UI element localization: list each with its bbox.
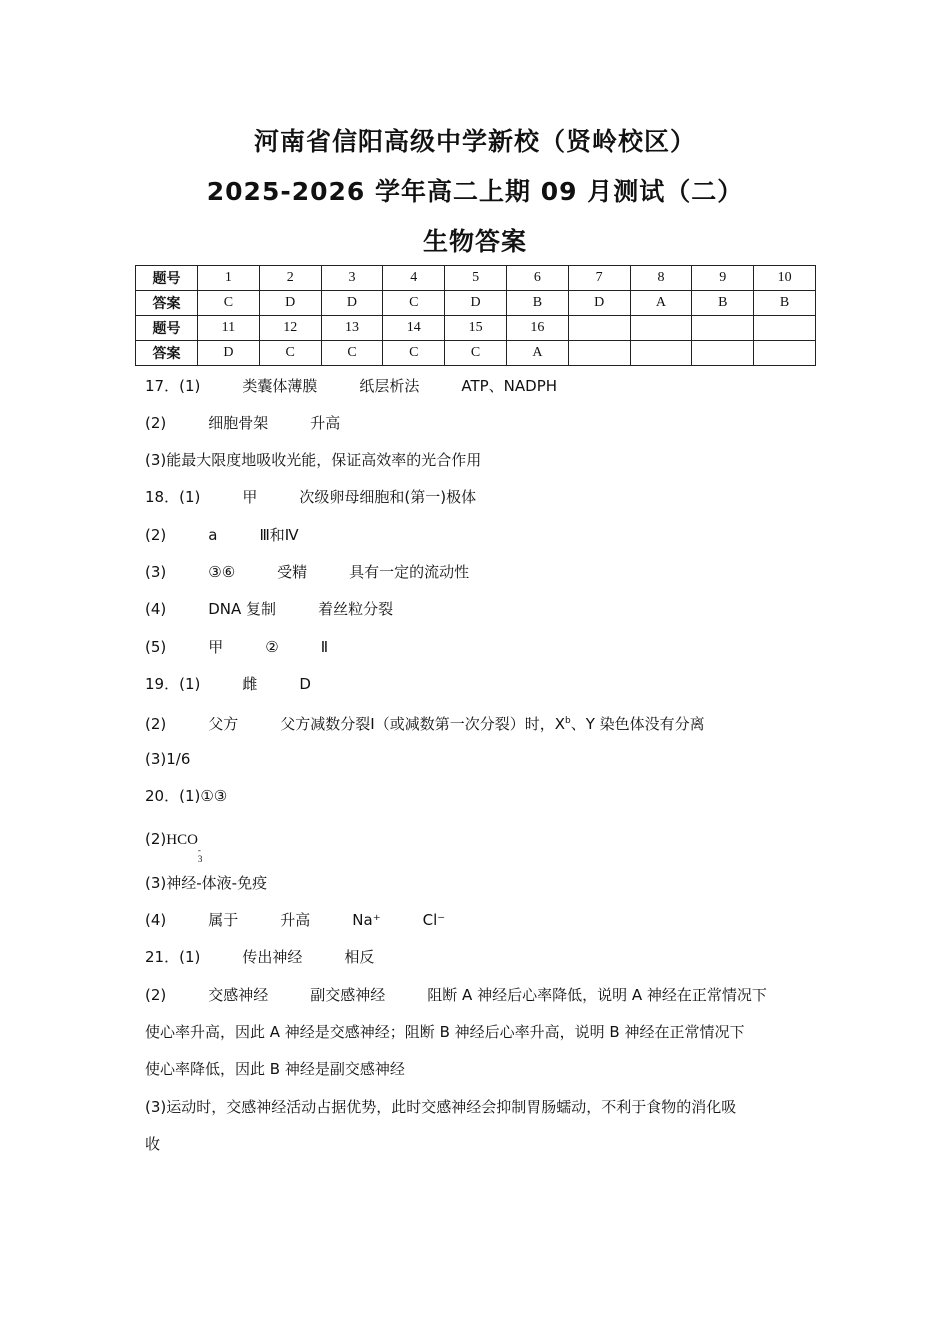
- answer-text: 具有一定的流动性: [349, 563, 470, 581]
- question-number-header: 题号: [136, 266, 198, 291]
- part-label: (4): [145, 600, 167, 618]
- part-label: (5): [145, 638, 167, 656]
- answer-text: 相反: [344, 948, 375, 966]
- q18-part5: [145, 629, 815, 666]
- answer-text: DNA 复制: [208, 600, 277, 618]
- part-label: (2): [145, 414, 167, 432]
- exam-title: 2025-2026 学年高二上期 09 月测试（二）: [206, 177, 744, 206]
- table-row: [136, 316, 816, 341]
- answer-text: 父方: [208, 715, 239, 733]
- answer-text: 甲: [208, 638, 224, 656]
- q18-part2: [145, 517, 815, 554]
- answer-text: 副交感神经: [310, 986, 386, 1004]
- q18-number: 18．(1): [145, 488, 201, 506]
- question-number-cell: 12: [259, 316, 321, 341]
- question-number-cell: [630, 316, 692, 341]
- superscript: -: [197, 845, 201, 855]
- answer-cell: C: [198, 291, 260, 316]
- q17-number: 17．(1): [145, 377, 201, 395]
- answer-cell: D: [259, 291, 321, 316]
- question-number-cell: 3: [321, 266, 383, 291]
- answer-cell: [568, 341, 630, 366]
- question-number-cell: 8: [630, 266, 692, 291]
- answer-cell: C: [259, 341, 321, 366]
- chemical-formula: HCO: [166, 832, 198, 848]
- answer-cell: D: [198, 341, 260, 366]
- answer-text: 次级卵母细胞和(第一)极体: [299, 488, 477, 506]
- q17-part1: [145, 368, 815, 405]
- answer-text: 雌: [242, 675, 258, 693]
- q20-part2: [145, 821, 815, 864]
- answer-text: Ⅲ和Ⅳ: [259, 526, 299, 544]
- answer-text: ATP、NADPH: [461, 377, 558, 395]
- question-number-header: 题号: [136, 316, 198, 341]
- question-number-cell: 16: [506, 316, 568, 341]
- answer-text: 父方减数分裂Ⅰ（或减数第一次分裂）时，X: [280, 715, 565, 733]
- answer-text: 细胞骨架: [208, 414, 269, 432]
- answer-text: 升高: [310, 414, 341, 432]
- answer-text: a: [208, 526, 218, 544]
- answer-cell: D: [321, 291, 383, 316]
- question-number-cell: 2: [259, 266, 321, 291]
- answer-cell: [692, 341, 754, 366]
- q19-part3: (3)1/6: [145, 750, 191, 768]
- part-label: (2): [145, 526, 167, 544]
- question-number-cell: 15: [445, 316, 507, 341]
- question-number-cell: [692, 316, 754, 341]
- answer-text: 、Y 染色体没有分离: [570, 715, 705, 733]
- q21-part3: (3)运动时，交感神经活动占据优势，此时交感神经会抑制胃肠蠕动，不利于食物的消化吸: [145, 1098, 737, 1116]
- q18-part3: [145, 554, 815, 591]
- q19-number: 19．(1): [145, 675, 201, 693]
- answer-text: ③⑥: [208, 563, 236, 581]
- part-label: (4): [145, 911, 167, 929]
- q20-part4: [145, 902, 815, 939]
- answer-text: 着丝粒分裂: [318, 600, 394, 618]
- answer-cell: C: [383, 291, 445, 316]
- q20-part3: (3)神经-体液-免疫: [145, 874, 268, 892]
- table-row: [136, 266, 816, 291]
- part-label: (2): [145, 986, 167, 1004]
- question-number-cell: [568, 316, 630, 341]
- answer-text: 甲: [242, 488, 258, 506]
- q21-part2-cont: 使心率降低，因此 B 神经是副交感神经: [145, 1060, 405, 1078]
- q18-part4: [145, 591, 815, 628]
- answer-cell: A: [630, 291, 692, 316]
- answer-text: Na⁺: [352, 911, 381, 929]
- superscript: b: [564, 716, 571, 726]
- q21-part1: [145, 939, 815, 976]
- q17-part3: (3)能最大限度地吸收光能，保证高效率的光合作用: [145, 451, 482, 469]
- question-number-cell: 11: [198, 316, 260, 341]
- q21-part2-cont: 使心率升高，因此 A 神经是交感神经；阻断 B 神经后心率升高，说明 B 神经在正常情况下: [145, 1023, 745, 1041]
- question-number-cell: 9: [692, 266, 754, 291]
- answer-text: 类囊体薄膜: [242, 377, 318, 395]
- question-number-cell: 6: [506, 266, 568, 291]
- answer-cell: [630, 341, 692, 366]
- answer-cell: D: [568, 291, 630, 316]
- subscript: 3: [197, 854, 203, 864]
- part-label: (2): [145, 715, 167, 733]
- answer-text: D: [299, 675, 311, 693]
- q19-part2: [145, 703, 815, 743]
- answer-cell: C: [321, 341, 383, 366]
- q17-part2: [145, 405, 815, 442]
- part-label: (2): [145, 830, 167, 848]
- question-number-cell: 14: [383, 316, 445, 341]
- table-row: [136, 291, 816, 316]
- answer-cell: A: [506, 341, 568, 366]
- answer-text: 升高: [280, 911, 311, 929]
- question-number-cell: 13: [321, 316, 383, 341]
- answer-header: 答案: [136, 291, 198, 316]
- answer-text: ②: [265, 638, 279, 656]
- answer-cell: B: [692, 291, 754, 316]
- answer-cell: B: [754, 291, 816, 316]
- answer-text: 纸层析法: [359, 377, 420, 395]
- part-label: (3): [145, 563, 167, 581]
- answer-text: 阻断 A 神经后心率降低，说明 A 神经在正常情况下: [427, 986, 767, 1004]
- answer-table: [135, 265, 816, 366]
- question-number-cell: 4: [383, 266, 445, 291]
- answer-text: 交感神经: [208, 986, 269, 1004]
- answer-cell: B: [506, 291, 568, 316]
- answer-text: Ⅱ: [320, 638, 329, 656]
- q18-part1: [145, 479, 815, 516]
- answer-cell: C: [445, 341, 507, 366]
- subject-title: 生物答案: [422, 227, 527, 256]
- question-number-cell: 1: [198, 266, 260, 291]
- question-number-cell: 5: [445, 266, 507, 291]
- answer-text: 受精: [277, 563, 308, 581]
- q19-part1: [145, 666, 815, 703]
- q21-number: 21．(1): [145, 948, 201, 966]
- question-number-cell: [754, 316, 816, 341]
- answer-text: Cl⁻: [422, 911, 446, 929]
- answer-header: 答案: [136, 341, 198, 366]
- question-number-cell: 10: [754, 266, 816, 291]
- question-number-cell: 7: [568, 266, 630, 291]
- q21-part2: [145, 977, 815, 1014]
- q21-part3-cont: 收: [145, 1135, 161, 1153]
- table-row: [136, 341, 816, 366]
- answer-cell: D: [445, 291, 507, 316]
- q20-part1: 20．(1)①③: [145, 787, 228, 805]
- answer-text: 属于: [208, 911, 239, 929]
- answer-cell: [754, 341, 816, 366]
- answer-text: 传出神经: [242, 948, 303, 966]
- school-title: 河南省信阳高级中学新校（贤岭校区）: [253, 127, 696, 156]
- answer-cell: C: [383, 341, 445, 366]
